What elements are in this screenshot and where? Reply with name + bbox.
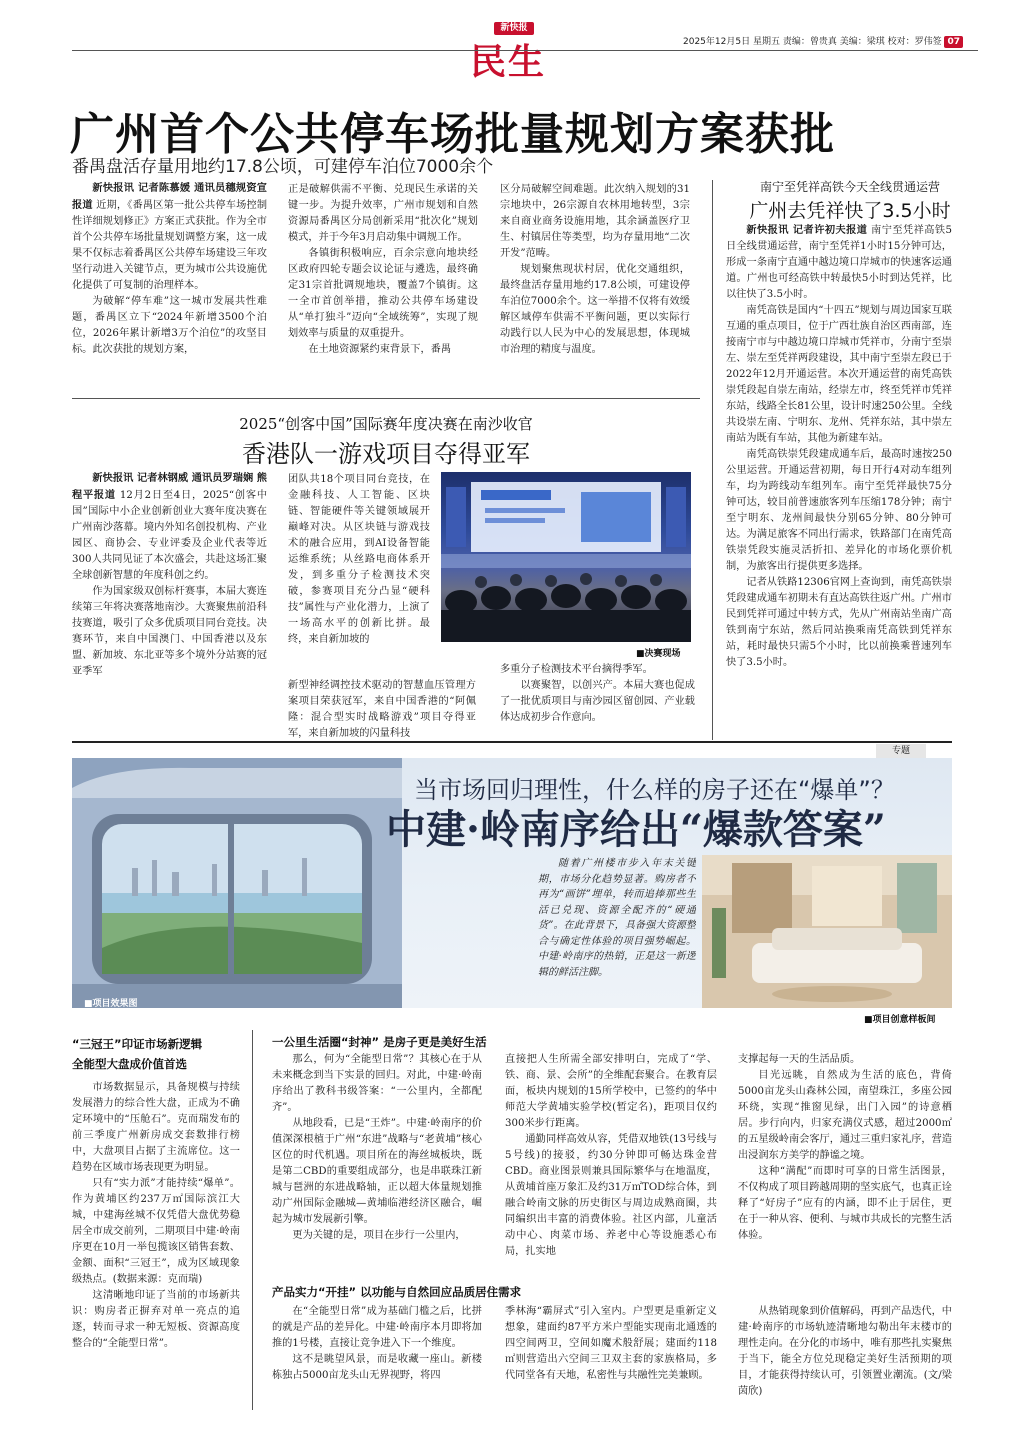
- editors-line: 责编：曾贵真 美编：梁琪 校对：罗伟签: [782, 37, 942, 47]
- page-number: 07: [944, 36, 963, 48]
- special-mid-col1: [272, 1052, 482, 1268]
- special-m1: 那么，何为“全能型日常”？其核心在于从未来概念到当下实景的回归。对此，中建·岭南序给出了教科书级答案：“一公里内，全都配齐”。: [272, 1054, 482, 1113]
- story1-col3-para1: 区分局破解空间难题。此次纳入规划的31宗地块中，26宗源自农林用地转型，3宗来自商业商务设施用地，其余涵盖医疗卫生、村镇居住等类型，均为存量用地“二次开发”范畴。: [500, 184, 690, 259]
- special-vertical-rule: [252, 1030, 253, 1410]
- issue-weekday: 星期五: [752, 37, 780, 47]
- story2-kicker: 南宁至凭祥高铁今天全线贯通运营: [759, 180, 940, 194]
- special-left-col: [72, 1080, 240, 1400]
- story1-bottom-rule: [72, 398, 700, 399]
- special-mid-col2: [505, 1052, 717, 1268]
- section-title: 民生: [470, 41, 547, 83]
- special-bottom-col3: [738, 1304, 952, 1410]
- story3-col1: [72, 470, 267, 742]
- special-kicker: 当市场回归理性，什么样的房子还在“爆单”？: [414, 776, 895, 804]
- story2-p4: 记者从铁路12306官网上查询到，南凭高铁崇凭段建成通车初期未有直达高铁往返广州。广州市民到凭祥可通过中转方式，先从广州南站坐南广高铁到南宁东站，然后同站换乘南凭高铁到凭祥东站，耗时最快只需5个小时，比以前换乘普速列车快了3.5小时。: [726, 577, 952, 668]
- story1-subhead: 番禺盘活存量用地约17.8公顷，可建停车泊位7000余个: [72, 157, 494, 177]
- story2-p3: 南凭高铁崇凭段建成通车后，最高时速按250公里运营。开通运营初期，每日开行4对动车组列车，均为跨线动车组列车。南宁至凭祥最快75分钟可达，较目前普速旅客列车压缩178分钟；南宁至宁明东、龙州间最快分别65分钟、80分钟可达。为满足旅客不同出行需求，铁路部门在南凭高铁崇凭段实施灵活折扣、差异化的市场化票价机制，为旅客出行提供更多选择。: [726, 449, 952, 572]
- story3-c1b: 作为国家级双创标杆赛事，本届大赛连续第三年将决赛落地南沙。大赛聚焦前沿科技赛道，吸引了众多优质项目同台竞技。决赛环节，来自中国澳门、中国香港以及东盟、新加坡、东北亚等多个境外分站赛的冠亚季军: [72, 586, 267, 677]
- special-b1: 在“全能型日常”成为基础门槛之后，比拼的就是产品的差异化。中建·岭南序本月即将加推的1号楼，直接让竞争进入下一个维度。: [272, 1306, 482, 1349]
- story3-c2b: 新型神经调控技术驱动的智慧血压管理方案项目荣获冠军，来自中国香港的“阿佩隆：混合型实时战略游戏”项目夺得亚军，来自新加坡的闪量科技: [288, 680, 476, 739]
- story1-col3-para2: 规划聚焦现状村居，优化交通组织，最终盘活存量用地约17.8公顷，可建设停车泊位7000余个。这一举措不仅将有效缓解区域停车供需不平衡问题，更以实际行动践行以人民为中心的发展思想，体现城市治理的精度与温度。: [500, 264, 690, 355]
- story1-col2-para3: 在土地资源紧约束背景下，番禺: [308, 344, 452, 355]
- brand-badge: 新快报: [494, 22, 534, 35]
- special-left-p2: 只有“实力派”才能持续“爆单”。作为黄埔区约237万㎡国际滨江大城，中建海丝城不仅凭借大盘优势稳居全市成交前列，二期项目中建·岭南序更在10月一举包揽该区销售套数、金额、面积“三冠王”，成为区域现象级热点。(数据来源：克而瑞): [72, 1178, 240, 1285]
- special-b2: 季林海“霸屏式”引入室内。户型更是重新定义想象，建面约87平方米户型能实现南北通透的四空间两卫，空间如魔术般舒展；建面约118㎡则营造出六空间三卫双主套的家族格局，多代同堂各有天地，私密性与共融性完美兼顾。: [505, 1306, 717, 1381]
- story3-c1a: 12月2日至4日，2025“创客中国”国际中小企业创新创业大赛年度决赛在广州南沙落幕。境内外知名创投机构、产业园区、商协会、专业评委及企业代表等近300人共同见证了本次盛会，共赴这场汇聚全球创新智慧的年度科创之约。: [72, 490, 267, 581]
- story1-byline: 新快报讯 记者陈慕媛 通讯员穗规资宣报道: [72, 182, 267, 211]
- header-rule: [72, 50, 978, 51]
- story2-headline: 广州去凭祥快了3.5小时: [749, 200, 951, 222]
- issue-date: 2025年12月5日: [683, 37, 751, 47]
- story3-col3: [500, 662, 695, 742]
- story1-col3: [500, 182, 690, 388]
- rendering-caption: ■项目效果图: [84, 999, 138, 1009]
- story2-p2: 南凭高铁是国内“十四五”规划与周边国家互联互通的重点项目，位于广西壮族自治区西南部，连接南宁市与中越边境口岸城市凭祥市，分南宁至崇左、崇左至凭祥两段建设，其中南宁至崇左段已于2022年12月开通运营。本次开通运营的南凭高铁崇凭段起自崇左南站，经崇左市，终至凭祥市凭祥东站，线路全长81公里，设计时速250公里。全线共设崇左南、宁明东、龙州、凭祥东站，其中崇左南站为既有车站，其他为新建车站。: [726, 305, 952, 444]
- showroom-caption: ■项目创意样板间: [864, 1015, 936, 1025]
- final-scene-photo: [441, 472, 691, 642]
- story2-body: [726, 222, 952, 742]
- special-tag: 专题: [876, 744, 926, 758]
- vertical-rule-right: [712, 180, 713, 740]
- special-m2: 直接把人生所需全部安排明白，完成了“学、铁、商、景、会所”的全维配套聚合。在教育层面，板块内规划的15所学校中，已签约的华中师范大学黄埔实验学校(暂定名)，距项目仅约300米步行距离。: [505, 1054, 717, 1129]
- special-mid-sub2: 产品实力“开挂” 以功能与自然回应品质居住需求: [272, 1285, 522, 1299]
- special-mid-col3: [738, 1052, 952, 1268]
- special-left-sub1: “三冠王”印证市场新逻辑: [72, 1037, 203, 1051]
- special-intro-text: 随着广州楼市步入年末关键期，市场分化趋势显著。购房者不再为“画饼”埋单，转而追捧那些生活已兑现、资源全配齐的“硬通货”。在此背景下，具备强大资源整合与确定性体验的项目强势崛起。中建·岭南序的热销，正是这一新逻辑的鲜活注脚。: [538, 858, 696, 978]
- story1-col2-para1: 正是破解供需不平衡、兑现民生承诺的关键一步。为提升效率，广州市规划和自然资源局番禺区分局创新采用“批次化”规划模式，并于今年3月启动集中调规工作。: [288, 184, 478, 243]
- story1-col1: [72, 180, 267, 388]
- story3-byline: 新快报讯 记者林钢威 通讯员罗瑞娴 熊程平报道: [72, 472, 267, 501]
- special-bottom-col2: [505, 1304, 717, 1410]
- story3-c3b: 以赛聚智，以创兴产。本届大赛也促成了一批优质项目与南沙园区留创园、产业载体达成初步合作意向。: [500, 680, 695, 723]
- story1-col2-para2: 各镇街积极响应，百余宗意向地块经区政府四轮专题会议论证与遴选，最终确定31宗首批调规地块，覆盖7个镇街。这一全市首创举措，推动公共停车场建设从“单打独斗”迈向“全域统筹”，实现了规划效率与质量的双重提升。: [288, 248, 478, 339]
- special-left-sub2: 全能型大盘成价值首选: [72, 1057, 187, 1071]
- special-headline: 中建·岭南序给出“爆款答案”: [386, 806, 886, 853]
- conference-stage-illustration: [441, 472, 691, 642]
- special-m3: 支撑起每一天的生活品质。: [738, 1054, 861, 1065]
- story1-col2: [288, 182, 478, 388]
- story3-headline: 香港队一游戏项目夺得亚军: [242, 440, 530, 468]
- special-left-p3: 这清晰地印证了当前的市场新共识：购房者正摒弃对单一亮点的追逐，转而寻求一种无短板、资源高度整合的“全能型日常”。: [72, 1290, 240, 1349]
- story2-byline: 新快报讯 记者许初夫报道: [746, 224, 868, 236]
- special-mid-sub1: 一公里生活圈“封神” 是房子更是美好生活: [272, 1035, 487, 1049]
- story2-p1: 南宁至凭祥高铁5日全线贯通运营，南宁至凭祥1小时15分钟可达，形成一条南宁直通中越边境口岸城市的快速客运通道。广州也可经高铁中转最快5小时到达凭祥，比以往快了3.5小时。: [726, 225, 952, 300]
- header-meta: [683, 34, 963, 47]
- story1-headline: 广州首个公共停车场批量规划方案获批: [70, 109, 835, 160]
- special-bottom-col1: [272, 1304, 482, 1410]
- story1-col1-text: 近期，《番禺区第一批公共停车场控制性详细规划修正》方案正式获批。作为全市首个公共停车场批量规划调整方案，这一成果不仅标志着番禺区公共停车场建设三年攻坚行动进入关键节点，更为城市公共设施优化提供了可复制的治理样本。: [72, 200, 267, 291]
- special-m2b: 通勤同样高效从容，凭借双地铁(13号线与5号线)的接驳，约30分钟即可畅达珠金营CBD。商业图景则兼具国际繁华与在地温度，从黄埔首座万象汇及约31万㎡TOD综合体，到融合岭南文脉的历史街区与周边成熟商圈，共同编织出丰富的消费体验。社区内部，儿童活动中心、肉菜市场、养老中心等设施悉心布局，扎实地: [505, 1134, 717, 1257]
- special-top-rule: [72, 741, 952, 743]
- special-m1c: 更为关键的是，项目在步行一公里内，: [292, 1230, 466, 1241]
- special-left-p1: 市场数据显示，具备规模与持续发展潜力的综合性大盘，正成为不确定环境中的“压舱石”。克而瑞发布的前三季度广州新房成交套数排行榜中，大盘项目占据了主流席位。这一趋势在区域市场表现更为明显。: [72, 1082, 240, 1173]
- special-b1b: 这不是眺望风景，而是收藏一座山。新楼栋独占5000亩龙头山无界视野，将四: [272, 1354, 482, 1381]
- masthead: [0, 0, 1024, 83]
- story3-c3: 多重分子检测技术平台摘得季军。: [500, 664, 653, 675]
- story3-col2b: [288, 678, 476, 742]
- story3-kicker: 2025“创客中国”国际赛年度决赛在南沙收官: [239, 415, 533, 433]
- story1-col1-para2: 为破解“停车难”这一城市发展共性难题，番禺区立下“2024年新增3500个泊位，2026年累计新增3万个泊位”的攻坚目标。此次获批的规划方案，: [72, 296, 267, 355]
- special-b3: 从热销现象到价值解码，再到产品迭代，中建·岭南序的市场轨迹清晰地勾勒出年末楼市的理性走向。在分化的市场中，唯有那些扎实聚焦于当下，能全方位兑现稳定美好生活预期的项目，才能获得持续认可，引领置业潮流。(文/梁茵欣): [738, 1306, 952, 1397]
- special-m3c: 这种“满配”而即时可享的日常生活图景，不仅构成了项目跨越周期的坚实底气，也真正诠释了“好房子”应有的内涵，即不止于居住，更在于一种从容、便利、与城市共成长的完整生活体验。: [738, 1166, 952, 1241]
- final-scene-caption: ■决赛现场: [636, 649, 681, 659]
- special-m3b: 目光远眺，自然成为生活的底色，背倚5000亩龙头山森林公园，南望珠江，多座公园环绕，实现“推窗见绿，出门入园”的诗意栖居。步行向内，归家充满仪式感，超过2000㎡的五星级岭南会客厅，通过三重归家礼序，营造出浸润东方美学的静谧之境。: [738, 1070, 952, 1161]
- special-intro: [538, 856, 696, 992]
- special-m1b: 从地段看，已是“王炸”。中建·岭南序的价值深深根植于广州“东进”战略与“老黄埔”核心区位的时代机遇。项目所在的海丝城板块，既是第二CBD的重要组成部分，也是串联珠江新城与琶洲的东进战略轴，正以超大体量规划推动广州国际金融城—黄埔临港经济区融合，崛起为城市发展新引擎。: [272, 1118, 482, 1225]
- story3-c2: 团队共18个项目同台竞技，在金融科技、人工智能、区块链、智能硬件等关键领域展开巅峰对决。从区块链与游戏技术的融合应用，到AI设备智能运维系统；从丝路电商体系开发，到多重分子检测技术突破，参赛项目充分凸显“硬科技”属性与产业化潜力，上演了一场高水平的创新比拼。最终，来自新加坡的: [288, 474, 430, 645]
